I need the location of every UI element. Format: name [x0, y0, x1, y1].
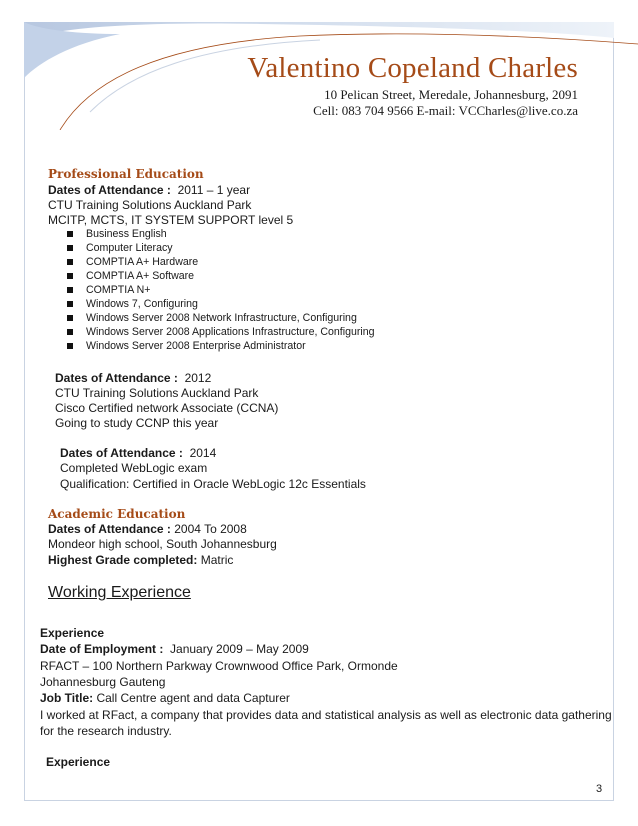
academic-dates-row	[48, 522, 247, 537]
contact-line: Cell: 083 704 9566 E-mail: VCCharles@live.co.za	[313, 103, 578, 118]
qualification-2: Cisco Certified network Associate (CCNA)	[55, 401, 279, 415]
school-name: Mondeor high school, South Johannesburg	[48, 537, 277, 551]
candidate-name: Valentino Copeland Charles	[247, 52, 578, 84]
job-title-row	[40, 691, 290, 706]
experience-label: Experience	[40, 626, 105, 640]
dates-row-1	[48, 183, 250, 198]
employment-label: Date of Employment :	[40, 642, 164, 656]
job-description-line-2: for the research industry.	[40, 724, 172, 738]
course-list	[66, 227, 375, 353]
employment-row	[40, 642, 309, 657]
experience-label-2: Experience	[46, 755, 111, 769]
job-title-value: Call Centre agent and data Capturer	[96, 691, 290, 705]
weblogic-exam: Completed WebLogic exam	[60, 461, 208, 475]
dates-label: Dates of Attendance :	[55, 371, 178, 385]
list-item: COMPTIA A+ Software	[66, 269, 375, 283]
list-item: Windows 7, Configuring	[66, 297, 375, 311]
grade-row	[48, 553, 233, 568]
dates-value: 2004 To 2008	[174, 522, 247, 536]
grade-value: Matric	[200, 553, 234, 567]
job-description-line-1: I worked at RFact, a company that provides data and statistical analysis as well as electronic data gathering	[40, 708, 612, 722]
academic-education-heading: Academic Education	[48, 507, 186, 521]
qualification-1: MCITP, MCTS, IT SYSTEM SUPPORT level 5	[48, 213, 294, 227]
list-item: COMPTIA N+	[66, 283, 375, 297]
study-note: Going to study CCNP this year	[55, 416, 219, 430]
dates-label: Dates of Attendance :	[48, 522, 171, 536]
list-item: Windows Server 2008 Enterprise Administrator	[66, 339, 375, 353]
institution-1: CTU Training Solutions Auckland Park	[48, 198, 252, 212]
institution-2: CTU Training Solutions Auckland Park	[55, 386, 259, 400]
employment-value: January 2009 – May 2009	[170, 642, 309, 656]
working-experience-heading: Working Experience	[48, 584, 191, 601]
list-item: Computer Literacy	[66, 241, 375, 255]
job-title-label: Job Title:	[40, 691, 94, 705]
address-line: 10 Pelican Street, Meredale, Johannesburg, 2091	[324, 87, 578, 102]
dates-label: Dates of Attendance :	[48, 183, 171, 197]
company-location: Johannesburg Gauteng	[40, 675, 166, 689]
dates-row-3	[60, 446, 216, 461]
professional-education-heading: Professional Education	[48, 167, 204, 181]
weblogic-qualification: Qualification: Certified in Oracle WebLogic 12c Essentials	[60, 477, 366, 491]
dates-value: 2011 – 1 year	[177, 183, 251, 197]
list-item: Business English	[66, 227, 375, 241]
dates-value: 2012	[184, 371, 212, 385]
dates-value: 2014	[189, 446, 217, 460]
list-item: Windows Server 2008 Network Infrastructure, Configuring	[66, 311, 375, 325]
dates-label: Dates of Attendance :	[60, 446, 183, 460]
grade-label: Highest Grade completed:	[48, 553, 198, 567]
list-item: COMPTIA A+ Hardware	[66, 255, 375, 269]
company-address: RFACT – 100 Northern Parkway Crownwood Office Park, Ormonde	[40, 659, 398, 673]
page-number: 3	[596, 783, 603, 795]
list-item: Windows Server 2008 Applications Infrastructure, Configuring	[66, 325, 375, 339]
dates-row-2	[55, 371, 211, 386]
